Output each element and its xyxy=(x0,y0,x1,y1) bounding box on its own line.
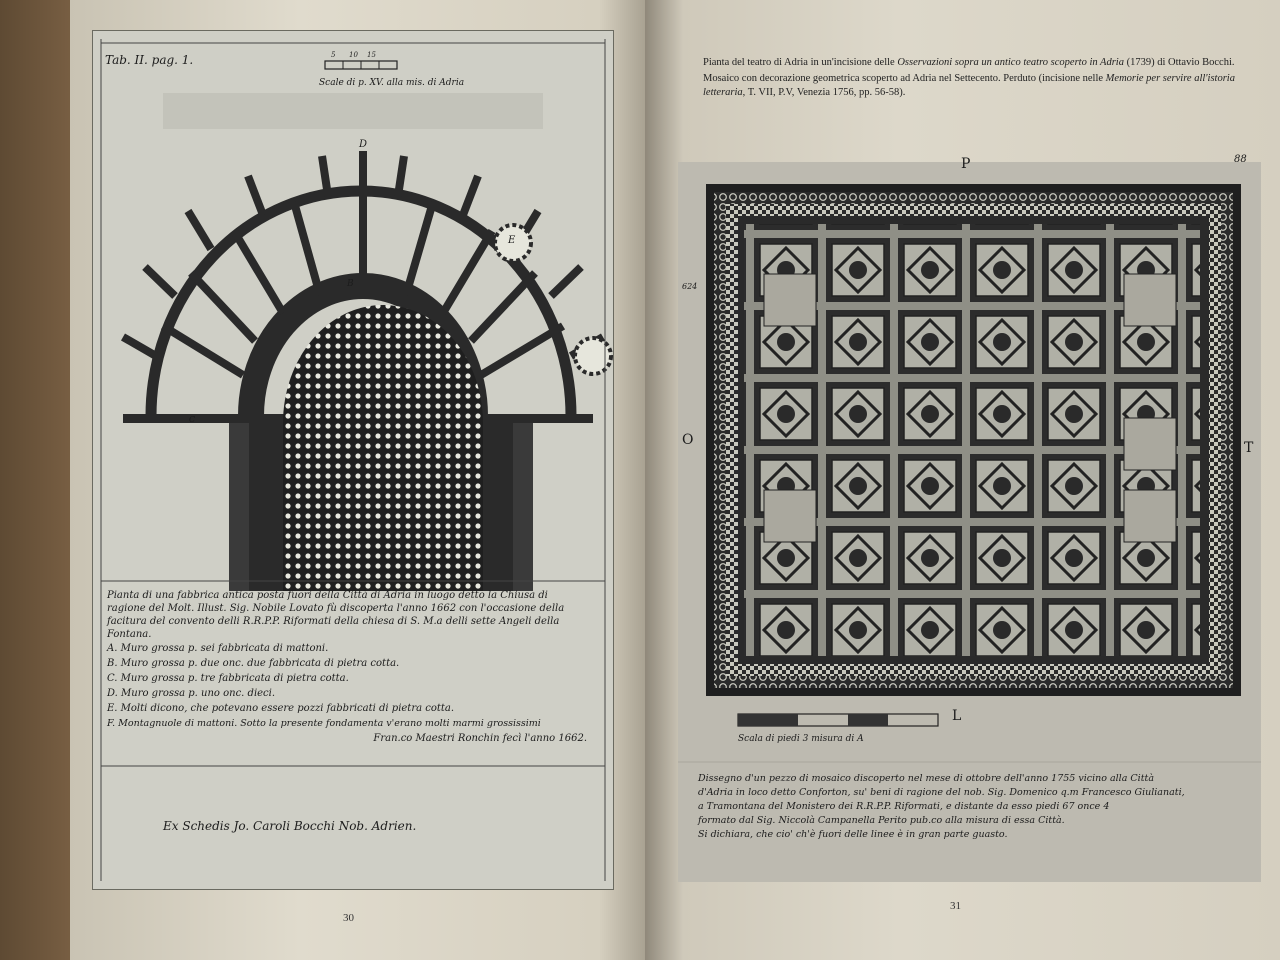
scale-tick-15: 15 xyxy=(367,51,376,59)
compass-top: P xyxy=(961,156,971,172)
description-line: a Tramontana del Monistero dei R.R.P.P. Riformati, e distante da esso piedi 67 once 4 xyxy=(698,801,1110,812)
right-page xyxy=(645,0,1280,960)
mosaic-scale-label: Scala di piedi 3 misura di A xyxy=(738,734,864,744)
caption-theatre-title: Osservazioni sopra un antico teatro scoperto in Adria xyxy=(897,57,1124,68)
ex-schedis-line: Ex Schedis Jo. Caroli Bocchi Nob. Adrien. xyxy=(163,819,417,833)
scale-tick-5: 5 xyxy=(331,51,336,59)
legend-item: E. Molti dicono, che potevano essere pozzi fabbricati di pietra cotta. xyxy=(107,703,455,714)
legend-item: D. Muro grossa p. uno onc. dieci. xyxy=(107,688,276,699)
caption-mosaic-part-a: Mosaico con decorazione geometrica scoperto ad Adria nel Settecento. Perduto (incisione nelle xyxy=(703,73,1106,84)
legend-line: facitura del convento delli R.R.P.P. Riformati della chiesa di S. M.a delli sette Angeli della xyxy=(107,616,560,627)
plan-letter-e: E xyxy=(508,235,516,246)
description-line: formato dal Sig. Niccolà Campanella Perito pub.co alla misura di essa Città. xyxy=(698,815,1065,826)
corner-mark: 88 xyxy=(1234,154,1247,165)
caption-theatre-part-c: (1739) di Ottavio Bocchi. xyxy=(1123,57,1235,68)
page-number-right: 31 xyxy=(950,900,961,912)
plan-letter-a: A xyxy=(359,316,366,326)
mosaic-description xyxy=(698,772,1258,842)
plan-letter-d: D xyxy=(359,139,368,150)
side-mark: 624 xyxy=(682,282,698,291)
legend-item: B. Muro grossa p. due onc. due fabbricata di pietra cotta. xyxy=(107,658,400,669)
mosaic-engraving xyxy=(678,154,1261,882)
caption-mosaic-part-c: , T. VII, P.V, Venezia 1756, pp. 56-58). xyxy=(742,87,906,98)
left-page xyxy=(70,0,645,960)
legend-item: C. Muro grossa p. tre fabbricata di pietra cotta. xyxy=(107,673,349,684)
caption-theatre-part-a: Pianta del teatro di Adria in un'incisione delle xyxy=(703,57,898,68)
legend-item: F. Montagnuole di mattoni. Sotto la presente fondamenta v'erano molti marmi grossissimi xyxy=(107,718,541,729)
caption-mosaic xyxy=(703,72,1263,100)
legend-block xyxy=(107,589,607,746)
caption-theatre xyxy=(703,56,1263,70)
plan-letter-c: C xyxy=(189,415,196,424)
description-line: Si dichiara, che cio' ch'è fuori delle linee è in gran parte guasto. xyxy=(698,829,1008,840)
tab-label: Tab. II. pag. 1. xyxy=(105,53,194,67)
plan-letter-b: B xyxy=(347,279,354,289)
scale-tick-10: 10 xyxy=(349,51,358,59)
theatre-plan-drawing xyxy=(93,31,613,889)
legend-line: Fontana. xyxy=(107,629,152,640)
theatre-plan-engraving xyxy=(92,30,614,890)
legend-item: A. Muro grossa p. sei fabbricata di mattoni. xyxy=(107,643,329,654)
legend-line: Pianta di una fabbrica antica posta fuori della Città di Adria in luogo detto la Chiusa di xyxy=(107,590,548,601)
description-line: Dissegno d'un pezzo di mosaico discoperto nel mese di ottobre dell'anno 1755 vicino alla Città xyxy=(698,773,1155,784)
legend-line: ragione del Molt. Illust. Sig. Nobile Lovato fù discoperta l'anno 1662 con l'occasione della xyxy=(107,603,565,614)
scale-label: Scale di p. XV. alla mis. di Adria xyxy=(319,78,465,88)
page-number-left: 30 xyxy=(343,912,354,924)
description-line: d'Adria in loco detto Conforton, su' beni di ragione del nob. Sig. Domenico q.m Francesco Giulianati, xyxy=(698,787,1185,798)
caption-mosaic-title: Memorie per servire all'istoria letteraria xyxy=(703,73,1235,98)
compass-left: O xyxy=(682,432,694,448)
compass-right: T xyxy=(1244,440,1254,456)
engraver-signature: Fran.co Maestri Ronchin fecì l'anno 1662. xyxy=(373,733,587,744)
compass-bottom: L xyxy=(952,708,962,724)
